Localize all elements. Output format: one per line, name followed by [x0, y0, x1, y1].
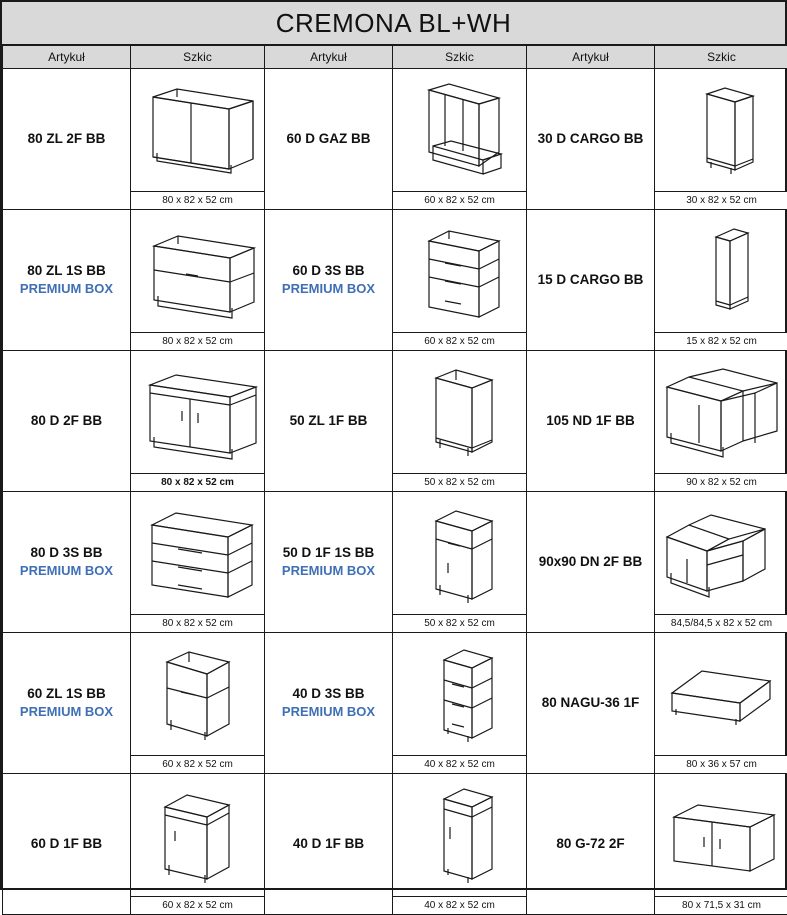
sketch-cell: [393, 774, 527, 915]
dimension-label: 50 x 82 x 52 cm: [393, 473, 526, 491]
column-header-artykul-2: Artykuł: [265, 46, 393, 69]
page-title-bar: [2, 2, 785, 46]
sketch-cargo-tall-icon: [655, 69, 787, 191]
column-header-szkic-3: Szkic: [655, 46, 787, 69]
table-row: [3, 633, 787, 774]
table-row: [3, 774, 787, 915]
dimension-label: 84,5/84,5 x 82 x 52 cm: [655, 614, 787, 632]
dimension-label: 80 x 82 x 52 cm: [131, 614, 264, 632]
dimension-label: 80 x 82 x 52 cm: [131, 473, 264, 491]
sketch-wall-cabinet-2door-icon: [655, 774, 787, 896]
article-code: 30 D CARGO BB: [531, 130, 650, 148]
article-code: 40 D 1F BB: [269, 835, 388, 853]
column-header-artykul-3: Artykuł: [527, 46, 655, 69]
dimension-label: 80 x 82 x 52 cm: [131, 332, 264, 350]
article-cell: [527, 351, 655, 492]
sketch-cell: [655, 633, 787, 774]
article-code: 80 NAGU-36 1F: [531, 694, 650, 712]
sketch-corner-l-base-icon: [655, 492, 787, 614]
table-body: [3, 69, 787, 915]
article-cell: [527, 774, 655, 915]
sketch-cell: [655, 69, 787, 210]
dimension-label: 80 x 82 x 52 cm: [131, 191, 264, 209]
sketch-door-and-drawer-icon: [393, 492, 526, 614]
table-row: [3, 351, 787, 492]
dimension-label: 60 x 82 x 52 cm: [393, 332, 526, 350]
sketch-one-door-narrow-icon: [393, 774, 526, 896]
sketch-wall-flat-unit-icon: [655, 633, 787, 755]
article-cell: [527, 492, 655, 633]
sketch-three-drawers-icon: [393, 210, 526, 332]
sketch-cell: [131, 69, 265, 210]
sketch-cell: [131, 351, 265, 492]
article-code: 80 D 2F BB: [7, 412, 126, 430]
article-subtitle: PREMIUM BOX: [269, 280, 388, 298]
table-header: [3, 46, 787, 69]
article-cell: [527, 210, 655, 351]
column-header-szkic-1: Szkic: [131, 46, 265, 69]
article-code: 50 ZL 1F BB: [269, 412, 388, 430]
article-cell: [265, 210, 393, 351]
sketch-cell: [655, 351, 787, 492]
sketch-cell: [393, 210, 527, 351]
article-code: 80 ZL 2F BB: [7, 130, 126, 148]
article-subtitle: PREMIUM BOX: [269, 562, 388, 580]
article-cell: [3, 774, 131, 915]
sketch-gas-cabinet-icon: [393, 69, 526, 191]
sketch-open-frame-1door-icon: [393, 351, 526, 473]
sketch-one-door-base-icon: [131, 774, 264, 896]
dimension-label: 80 x 36 x 57 cm: [655, 755, 787, 773]
catalog-table: [2, 46, 787, 915]
article-code: 80 D 3S BB: [7, 544, 126, 562]
article-code: 90x90 DN 2F BB: [531, 553, 650, 571]
article-code: 60 D 1F BB: [7, 835, 126, 853]
article-code: 60 D GAZ BB: [269, 130, 388, 148]
sketch-three-drawers-narrow-icon: [393, 633, 526, 755]
column-header-szkic-2: Szkic: [393, 46, 527, 69]
article-cell: [265, 69, 393, 210]
article-cell: [265, 351, 393, 492]
article-code: 60 D 3S BB: [269, 262, 388, 280]
sketch-three-drawers-wide-icon: [131, 492, 264, 614]
column-header-artykul-1: Artykuł: [3, 46, 131, 69]
article-cell: [3, 210, 131, 351]
table-row: [3, 492, 787, 633]
sketch-cell: [131, 633, 265, 774]
article-code: 105 ND 1F BB: [531, 412, 650, 430]
dimension-label: 40 x 82 x 52 cm: [393, 755, 526, 773]
sketch-cell: [393, 69, 527, 210]
sketch-cell: [393, 633, 527, 774]
sketch-one-drawer-open-icon: [131, 210, 264, 332]
article-cell: [3, 69, 131, 210]
article-code: 40 D 3S BB: [269, 685, 388, 703]
article-subtitle: PREMIUM BOX: [7, 703, 126, 721]
dimension-label: 90 x 82 x 52 cm: [655, 473, 787, 491]
sketch-cell: [655, 774, 787, 915]
sketch-cargo-narrow-icon: [655, 210, 787, 332]
dimension-label: 30 x 82 x 52 cm: [655, 191, 787, 209]
article-code: 60 ZL 1S BB: [7, 685, 126, 703]
sketch-cell: [131, 492, 265, 633]
article-code: 80 ZL 1S BB: [7, 262, 126, 280]
article-subtitle: PREMIUM BOX: [7, 562, 126, 580]
dimension-label: 60 x 82 x 52 cm: [393, 191, 526, 209]
article-cell: [265, 492, 393, 633]
table-row: [3, 210, 787, 351]
sketch-two-door-base-icon: [131, 351, 264, 473]
table-row: [3, 69, 787, 210]
sketch-cell: [655, 210, 787, 351]
article-code: 80 G-72 2F: [531, 835, 650, 853]
article-cell: [3, 633, 131, 774]
sketch-cell: [655, 492, 787, 633]
article-subtitle: PREMIUM BOX: [269, 703, 388, 721]
table-header-row: [3, 46, 787, 69]
article-subtitle: PREMIUM BOX: [7, 280, 126, 298]
article-code: 50 D 1F 1S BB: [269, 544, 388, 562]
sketch-cell: [393, 351, 527, 492]
dimension-label: 50 x 82 x 52 cm: [393, 614, 526, 632]
sketch-cell: [393, 492, 527, 633]
article-cell: [265, 633, 393, 774]
dimension-label: 15 x 82 x 52 cm: [655, 332, 787, 350]
article-cell: [527, 633, 655, 774]
article-cell: [265, 774, 393, 915]
dimension-label: 60 x 82 x 52 cm: [131, 755, 264, 773]
sketch-cell: [131, 210, 265, 351]
page-title: CREMONA BL+WH: [276, 8, 512, 39]
sketch-open-frame-2door-icon: [131, 69, 264, 191]
sketch-cell: [131, 774, 265, 915]
dimension-label: 40 x 82 x 52 cm: [393, 896, 526, 914]
article-cell: [527, 69, 655, 210]
dimension-label: 60 x 82 x 52 cm: [131, 896, 264, 914]
article-cell: [3, 351, 131, 492]
article-code: 15 D CARGO BB: [531, 271, 650, 289]
sketch-corner-sink-base-icon: [655, 351, 787, 473]
sketch-one-drawer-open-60-icon: [131, 633, 264, 755]
article-cell: [3, 492, 131, 633]
dimension-label: 80 x 71,5 x 31 cm: [655, 896, 787, 914]
